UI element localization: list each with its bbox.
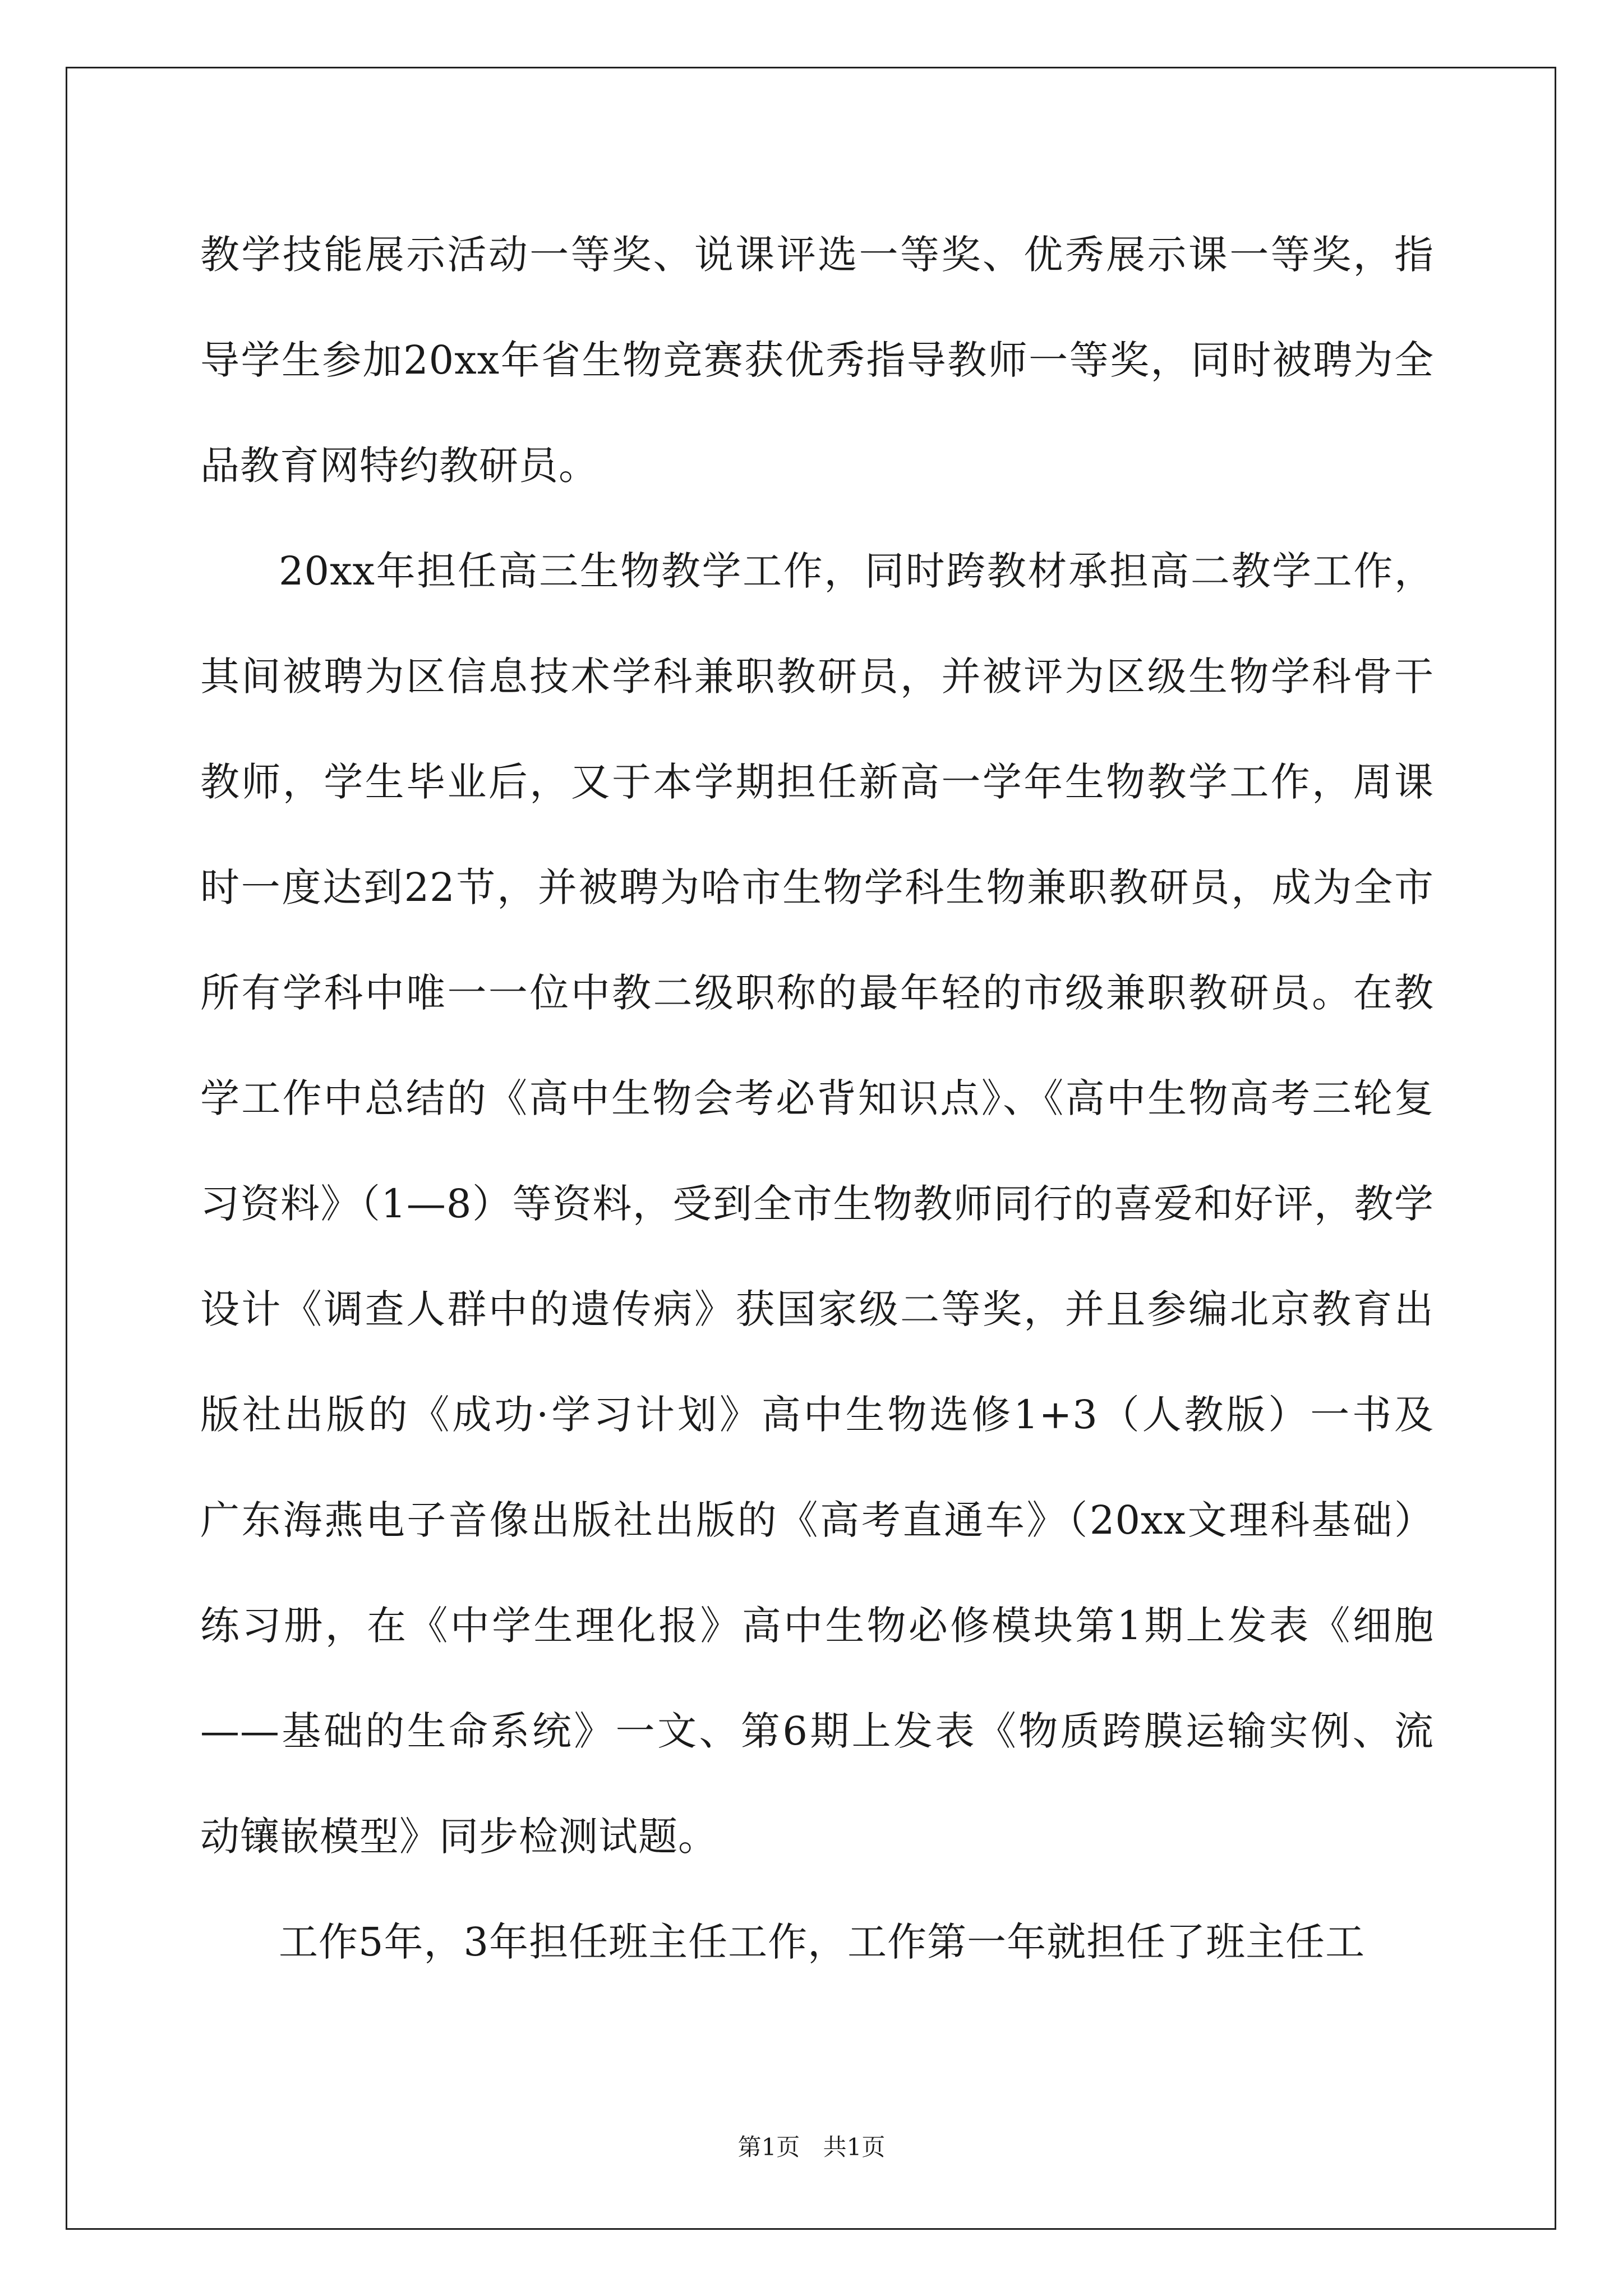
text-line: 练习册，在《中学生理化报》高中生物必修模块第1期上发表《细胞: [200, 1603, 1434, 1649]
page-number-current: 第1页: [737, 2133, 800, 2161]
text-line: 所有学科中唯一一位中教二级职称的最年轻的市级兼职教研员。在教: [200, 970, 1434, 1016]
page-number-total: 共1页: [823, 2133, 886, 2161]
text-line: 广东海燕电子音像出版社出版的《高考直通车》（20xx文理科基础）: [200, 1497, 1434, 1543]
text-line: 设计《调查人群中的遗传病》获国家级二等奖，并且参编北京教育出: [200, 1286, 1434, 1332]
text-line: 品教育网特约教研员。: [200, 443, 598, 489]
text-line: 版社出版的《成功·学习计划》高中生物选修1+3（人教版）一书及: [200, 1392, 1434, 1438]
text-line: 习资料》（1—8）等资料，受到全市生物教师同行的喜爱和好评，教学: [200, 1181, 1434, 1227]
text-line: 时一度达到22节，并被聘为哈市生物学科生物兼职教研员，成为全市: [200, 864, 1434, 910]
paragraph-first-line: 工作5年，3年担任班主任工作，工作第一年就担任了班主任工: [279, 1919, 1366, 1965]
page-footer: [0, 2129, 1623, 2162]
text-line: ——基础的生命系统》一文、第6期上发表《物质跨膜运输实例、流: [200, 1708, 1434, 1754]
text-line: 动镶嵌模型》同步检测试题。: [200, 1814, 718, 1860]
text-line: 教学技能展示活动一等奖、说课评选一等奖、优秀展示课一等奖，指: [200, 232, 1434, 278]
document-body: [200, 202, 1434, 1995]
text-line: 其间被聘为区信息技术学科兼职教研员，并被评为区级生物学科骨干: [200, 654, 1434, 700]
paragraph-first-line: 20xx年担任高三生物教学工作，同时跨教材承担高二教学工作，: [279, 548, 1434, 594]
text-line: 学工作中总结的《高中生物会考必背知识点》、《高中生物高考三轮复: [200, 1075, 1434, 1121]
text-line: 教师，学生毕业后，又于本学期担任新高一学年生物教学工作，周课: [200, 759, 1434, 805]
text-line: 导学生参加20xx年省生物竞赛获优秀指导教师一等奖，同时被聘为全: [200, 337, 1434, 383]
